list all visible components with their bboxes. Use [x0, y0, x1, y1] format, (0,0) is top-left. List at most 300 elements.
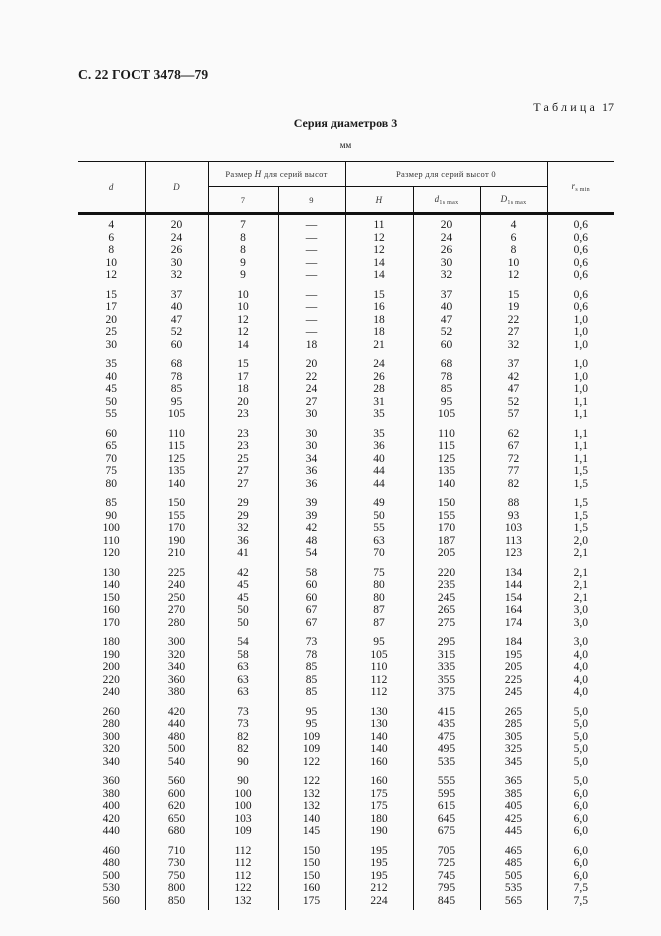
table-row: [78, 269, 614, 282]
table-cell: 205: [413, 547, 480, 560]
table-cell: 212: [345, 882, 413, 895]
table-cell: 36: [278, 478, 345, 491]
table-cell: 72: [480, 453, 547, 466]
table-cell: 130: [102, 566, 120, 579]
table-cell: 5,0: [547, 756, 614, 769]
table-cell: 340: [145, 661, 208, 674]
table-cell: 480: [102, 857, 120, 869]
table-cell: 345: [480, 756, 547, 769]
table-cell: 50: [345, 510, 413, 523]
table-cell: 14: [345, 257, 413, 270]
table-cell: 32: [413, 269, 480, 282]
table-cell: 9: [208, 269, 278, 282]
table-cell: 320: [145, 649, 208, 662]
table-cell: 11: [345, 214, 413, 232]
table-cell: 20: [105, 313, 117, 326]
table-cell: 93: [480, 510, 547, 523]
table-cell: 360: [145, 674, 208, 687]
table-cell: 18: [208, 383, 278, 396]
table-cell: 55: [105, 408, 117, 420]
table-row: [78, 838, 614, 858]
table-cell: 6,0: [547, 838, 614, 858]
table-cell: 40: [345, 453, 413, 466]
table-cell: 132: [278, 800, 345, 813]
table-cell: 16: [345, 301, 413, 314]
table-cell: 1,5: [547, 522, 614, 535]
table-cell: 35: [105, 358, 117, 370]
table-cell: 325: [480, 743, 547, 756]
table-cell: 26: [413, 244, 480, 257]
table-cell: 1,0: [547, 351, 614, 371]
table-cell: 6,0: [547, 857, 614, 870]
table-cell: 5,0: [547, 699, 614, 719]
table-cell: 5,0: [547, 718, 614, 731]
table-cell: 705: [413, 838, 480, 858]
table-cell: 35: [345, 408, 413, 421]
table-cell: 1,0: [547, 383, 614, 396]
table-row: [78, 478, 614, 491]
table-cell: 5,0: [547, 743, 614, 756]
table-cell: 105: [413, 408, 480, 421]
table-cell: 1,1: [547, 453, 614, 466]
table-cell: 300: [102, 730, 120, 743]
table-cell: 20: [413, 214, 480, 232]
table-row: [78, 699, 614, 719]
table-cell: 29: [208, 510, 278, 523]
table-cell: 110: [345, 661, 413, 674]
table-cell: 75: [345, 560, 413, 580]
table-cell: 27: [480, 326, 547, 339]
table-cell: 54: [278, 547, 345, 560]
table-cell: 14: [208, 339, 278, 352]
header-d1s-max: $d_{1s max}$: [413, 187, 480, 214]
table-cell: 25: [208, 453, 278, 466]
table-cell: 160: [345, 756, 413, 769]
table-cell: 112: [208, 857, 278, 870]
table-cell: 60: [278, 579, 345, 592]
table-cell: 280: [145, 617, 208, 630]
table-cell: 730: [145, 857, 208, 870]
table-cell: 245: [480, 686, 547, 699]
table-cell: 29: [208, 490, 278, 510]
table-row: [78, 718, 614, 731]
table-row: [78, 465, 614, 478]
table-row: [78, 490, 614, 510]
table-cell: 31: [345, 396, 413, 409]
table-cell: 36: [208, 535, 278, 548]
table-cell: 160: [102, 604, 120, 616]
table-cell: 190: [102, 648, 120, 661]
table-row: [78, 857, 614, 870]
table-cell: 39: [278, 490, 345, 510]
table-cell: 145: [278, 825, 345, 838]
table-row: [78, 408, 614, 421]
table-cell: 10: [480, 257, 547, 270]
table-cell: 335: [413, 661, 480, 674]
table-cell: 15: [480, 282, 547, 302]
table-cell: 265: [480, 699, 547, 719]
table-cell: 120: [102, 547, 120, 559]
table-cell: 3,0: [547, 629, 614, 649]
table-cell: 140: [145, 478, 208, 491]
table-cell: 6: [480, 232, 547, 245]
table-cell: 32: [145, 269, 208, 282]
table-cell: 112: [208, 838, 278, 858]
table-cell: 2,1: [547, 547, 614, 560]
header-D: D: [145, 162, 208, 214]
table-cell: 245: [413, 592, 480, 605]
header-height-series-9: 9: [278, 187, 345, 214]
table-cell: —: [278, 232, 345, 245]
table-cell: 10: [105, 256, 117, 269]
table-cell: —: [278, 282, 345, 302]
table-cell: 125: [145, 453, 208, 466]
table-cell: 48: [278, 535, 345, 548]
table-cell: 112: [345, 686, 413, 699]
table-cell: 340: [102, 755, 120, 768]
table-cell: 150: [278, 838, 345, 858]
table-cell: 26: [345, 371, 413, 384]
table-cell: 73: [208, 699, 278, 719]
table-cell: 385: [480, 788, 547, 801]
table-cell: 184: [480, 629, 547, 649]
table-cell: 130: [345, 718, 413, 731]
table-cell: 380: [102, 787, 120, 800]
table-cell: 1,0: [547, 339, 614, 352]
table-cell: 134: [480, 560, 547, 580]
table-cell: 36: [345, 440, 413, 453]
table-cell: 315: [413, 649, 480, 662]
table-cell: 0,6: [547, 301, 614, 314]
table-label: [533, 100, 614, 115]
bearing-dimensions-table: [78, 161, 614, 910]
table-cell: 0,6: [547, 244, 614, 257]
table-cell: 85: [278, 686, 345, 699]
table-cell: 675: [413, 825, 480, 838]
table-cell: 560: [102, 894, 120, 907]
table-row: [78, 301, 614, 314]
table-cell: 295: [413, 629, 480, 649]
table-cell: 135: [145, 465, 208, 478]
table-row: [78, 244, 614, 257]
table-cell: 250: [145, 592, 208, 605]
table-row: [78, 510, 614, 523]
table-cell: 123: [480, 547, 547, 560]
table-cell: 70: [105, 452, 117, 465]
table-cell: 140: [345, 731, 413, 744]
table-cell: 235: [413, 579, 480, 592]
table-cell: 595: [413, 788, 480, 801]
table-cell: 1,1: [547, 396, 614, 409]
table-cell: 42: [208, 560, 278, 580]
table-cell: 68: [145, 351, 208, 371]
table-row: [78, 383, 614, 396]
table-cell: 1,0: [547, 371, 614, 384]
table-cell: 42: [480, 371, 547, 384]
table-cell: 35: [345, 421, 413, 441]
table-cell: 420: [102, 812, 120, 825]
table-cell: 225: [145, 560, 208, 580]
table-cell: 88: [480, 490, 547, 510]
table-cell: 155: [145, 510, 208, 523]
table-cell: 12: [105, 269, 117, 281]
table-cell: 49: [345, 490, 413, 510]
table-cell: 135: [413, 465, 480, 478]
table-cell: 5,0: [547, 731, 614, 744]
table-cell: 750: [145, 870, 208, 883]
table-row: [78, 800, 614, 813]
table-cell: 28: [345, 383, 413, 396]
table-cell: 44: [345, 465, 413, 478]
table-number: 17: [602, 100, 614, 114]
table-cell: 110: [102, 534, 120, 547]
table-cell: 1,5: [547, 465, 614, 478]
table-cell: 495: [413, 743, 480, 756]
table-cell: 195: [345, 838, 413, 858]
table-cell: 85: [105, 497, 117, 509]
table-cell: 60: [145, 339, 208, 352]
table-cell: 122: [278, 756, 345, 769]
table-cell: 12: [345, 244, 413, 257]
table-cell: —: [278, 214, 345, 232]
table-row: [78, 326, 614, 339]
table-cell: 109: [208, 825, 278, 838]
table-cell: 8: [480, 244, 547, 257]
table-cell: 39: [278, 510, 345, 523]
table-cell: 21: [345, 339, 413, 352]
table-row: [78, 743, 614, 756]
table-cell: 110: [145, 421, 208, 441]
table-cell: 160: [345, 768, 413, 788]
table-row: [78, 604, 614, 617]
table-cell: 95: [278, 699, 345, 719]
table-cell: 37: [480, 351, 547, 371]
table-cell: 6,0: [547, 800, 614, 813]
header-d: d: [78, 162, 145, 214]
table-cell: 2,0: [547, 535, 614, 548]
table-row: [78, 674, 614, 687]
table-cell: 265: [413, 604, 480, 617]
table-cell: 103: [480, 522, 547, 535]
table-cell: 745: [413, 870, 480, 883]
table-row: [78, 579, 614, 592]
table-cell: 465: [480, 838, 547, 858]
table-row: [78, 257, 614, 270]
table-cell: 95: [278, 718, 345, 731]
table-cell: 400: [102, 800, 120, 812]
table-row: [78, 592, 614, 605]
table-cell: 6,0: [547, 825, 614, 838]
table-cell: 540: [145, 756, 208, 769]
table-cell: 150: [145, 490, 208, 510]
table-cell: 530: [102, 882, 120, 894]
table-cell: 480: [145, 731, 208, 744]
table-cell: 2,1: [547, 592, 614, 605]
header-D1s-max: $D_{1s max}$: [480, 187, 547, 214]
header-H: H: [345, 187, 413, 214]
table-cell: 305: [480, 731, 547, 744]
table-cell: 8: [108, 244, 115, 256]
table-cell: 20: [145, 214, 208, 232]
table-cell: 475: [413, 731, 480, 744]
table-cell: 620: [145, 800, 208, 813]
table-cell: 170: [145, 522, 208, 535]
table-cell: 175: [345, 800, 413, 813]
table-cell: 4,0: [547, 661, 614, 674]
table-row: [78, 232, 614, 245]
table-cell: 24: [413, 232, 480, 245]
table-cell: 30: [278, 440, 345, 453]
table-cell: 435: [413, 718, 480, 731]
table-row: [78, 617, 614, 630]
table-cell: 67: [278, 617, 345, 630]
table-cell: 100: [208, 788, 278, 801]
table-cell: 500: [145, 743, 208, 756]
table-cell: 95: [413, 396, 480, 409]
table-cell: 130: [345, 699, 413, 719]
table-cell: 17: [105, 301, 117, 313]
table-cell: 67: [278, 604, 345, 617]
table-cell: 26: [145, 244, 208, 257]
table-row: [78, 895, 614, 911]
table-cell: 485: [480, 857, 547, 870]
table-cell: 30: [145, 257, 208, 270]
table-cell: 25: [105, 326, 117, 338]
table-cell: 187: [413, 535, 480, 548]
table-cell: 170: [102, 616, 120, 629]
table-cell: 90: [208, 768, 278, 788]
table-cell: 125: [413, 453, 480, 466]
table-cell: 8: [208, 232, 278, 245]
table-cell: 170: [413, 522, 480, 535]
table-cell: 42: [278, 522, 345, 535]
table-cell: 45: [208, 579, 278, 592]
table-cell: 405: [480, 800, 547, 813]
table-cell: 90: [208, 756, 278, 769]
table-cell: 240: [102, 686, 120, 698]
table-cell: 19: [480, 301, 547, 314]
table-cell: 112: [345, 674, 413, 687]
table-cell: 205: [480, 661, 547, 674]
table-cell: 52: [413, 326, 480, 339]
table-row: [78, 371, 614, 384]
table-cell: 1,1: [547, 408, 614, 421]
table-cell: 190: [145, 535, 208, 548]
table-cell: 210: [145, 547, 208, 560]
table-row: [78, 756, 614, 769]
table-cell: —: [278, 326, 345, 339]
table-cell: 224: [345, 895, 413, 911]
table-body: [78, 214, 614, 911]
table-cell: 270: [145, 604, 208, 617]
table-cell: 110: [413, 421, 480, 441]
table-cell: 87: [345, 617, 413, 630]
table-cell: 140: [413, 478, 480, 491]
table-cell: 113: [480, 535, 547, 548]
table-cell: 195: [480, 649, 547, 662]
table-cell: 15: [105, 288, 117, 301]
table-cell: 60: [278, 592, 345, 605]
table-cell: 355: [413, 674, 480, 687]
table-cell: 275: [413, 617, 480, 630]
table-cell: 505: [480, 870, 547, 883]
table-cell: 85: [145, 383, 208, 396]
table-cell: 360: [102, 775, 120, 787]
table-cell: 195: [345, 857, 413, 870]
table-cell: 5,0: [547, 768, 614, 788]
table-cell: 30: [278, 408, 345, 421]
table-cell: 50: [105, 395, 117, 408]
table-cell: 58: [208, 649, 278, 662]
table-cell: 22: [480, 314, 547, 327]
table-cell: 80: [345, 592, 413, 605]
table-cell: 6: [108, 231, 115, 244]
table-cell: 190: [345, 825, 413, 838]
table-cell: 36: [278, 465, 345, 478]
table-cell: 650: [145, 813, 208, 826]
table-cell: 78: [278, 649, 345, 662]
table-cell: 1,0: [547, 326, 614, 339]
table-cell: 0,6: [547, 214, 614, 232]
table-row: [78, 351, 614, 371]
table-cell: 132: [208, 895, 278, 911]
table-cell: 1,1: [547, 440, 614, 453]
table-cell: 260: [102, 705, 120, 718]
table-cell: 18: [345, 314, 413, 327]
table-row: [78, 686, 614, 699]
table-cell: 57: [480, 408, 547, 421]
table-cell: 100: [102, 522, 120, 534]
table-cell: 112: [208, 870, 278, 883]
table-cell: 555: [413, 768, 480, 788]
table-cell: 174: [480, 617, 547, 630]
table-cell: 7: [208, 214, 278, 232]
table-cell: 63: [208, 674, 278, 687]
table-row: [78, 870, 614, 883]
table-cell: 445: [480, 825, 547, 838]
table-cell: 103: [208, 813, 278, 826]
table-cell: 285: [480, 718, 547, 731]
table-cell: 220: [102, 673, 120, 686]
table-cell: 180: [102, 636, 120, 648]
table-cell: 82: [208, 731, 278, 744]
table-cell: 12: [208, 314, 278, 327]
table-cell: —: [278, 257, 345, 270]
table-cell: 535: [480, 882, 547, 895]
table-cell: 850: [145, 895, 208, 911]
table-row: [78, 314, 614, 327]
table-cell: 150: [102, 591, 120, 604]
table-row: [78, 453, 614, 466]
table-row: [78, 282, 614, 302]
table-cell: 180: [345, 813, 413, 826]
table-cell: 122: [278, 768, 345, 788]
table-cell: 45: [208, 592, 278, 605]
table-cell: 109: [278, 731, 345, 744]
table-row: [78, 825, 614, 838]
table-cell: 9: [208, 257, 278, 270]
table-cell: 52: [145, 326, 208, 339]
table-cell: 500: [102, 869, 120, 882]
table-cell: 140: [345, 743, 413, 756]
table-cell: 8: [208, 244, 278, 257]
table-cell: 80: [345, 579, 413, 592]
table-cell: 600: [145, 788, 208, 801]
table-cell: 0,6: [547, 257, 614, 270]
table-row: [78, 768, 614, 788]
table-row: [78, 560, 614, 580]
table-cell: 17: [208, 371, 278, 384]
